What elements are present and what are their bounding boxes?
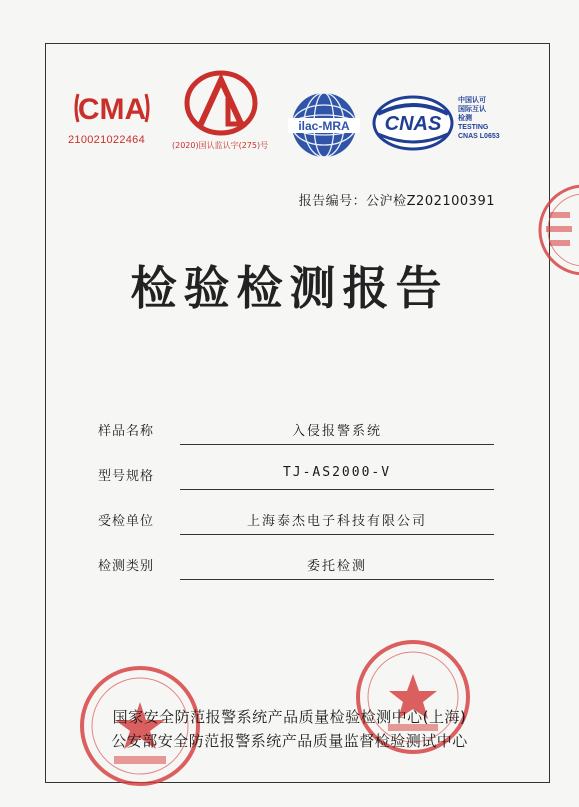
- cma-logo-text: CMA: [77, 93, 147, 126]
- field-value: TJ-AS2000-V: [282, 465, 392, 480]
- page-title: 检验检测报告: [130, 261, 449, 315]
- field-underline: [180, 489, 494, 490]
- ilac-logo-text: ilac-MRA: [298, 119, 350, 133]
- field-label: 检测类别: [98, 559, 155, 574]
- field-row: [92, 555, 494, 600]
- cnas-line: CNAS L0653: [458, 133, 500, 140]
- field-label: 型号规格: [98, 469, 155, 484]
- issuing-organization-primary: 国家安全防范报警系统产品质量检验检测中心(上海): [112, 708, 467, 726]
- ilac-mra-logo: [286, 90, 362, 160]
- issuing-organization-secondary: 公安部安全防范报警系统产品质量监督检验测试中心: [111, 732, 468, 750]
- cnas-line: 检测: [458, 115, 472, 122]
- field-underline: [180, 579, 494, 580]
- cal-logo-text: CAL: [219, 137, 223, 138]
- cma-logo: [72, 86, 152, 130]
- cnas-logo-text: CNAS: [384, 113, 442, 135]
- cal-caption: (2020)国认监认字(275)号: [172, 141, 269, 150]
- report-number: 报告编号：公沪检Z202100391: [298, 194, 495, 209]
- cnas-logo: [372, 94, 454, 152]
- field-row: [92, 510, 494, 555]
- cnas-line: TESTING: [458, 124, 489, 131]
- field-row: [92, 420, 494, 465]
- field-row: [92, 465, 494, 510]
- report-fields: [92, 420, 494, 600]
- field-value: 委托检测: [306, 559, 367, 574]
- field-value: 入侵报警系统: [291, 424, 382, 439]
- cnas-caption: [458, 96, 500, 141]
- cal-logo: [182, 68, 260, 138]
- cma-number: 210021022464: [68, 134, 146, 146]
- field-label: 样品名称: [98, 424, 155, 439]
- field-underline: [180, 534, 494, 535]
- field-underline: [180, 444, 494, 445]
- cnas-line: 中国认可: [458, 97, 486, 104]
- field-label: 受检单位: [98, 514, 155, 529]
- cnas-line: 国际互认: [458, 106, 486, 113]
- field-value: 上海泰杰电子科技有限公司: [246, 514, 427, 529]
